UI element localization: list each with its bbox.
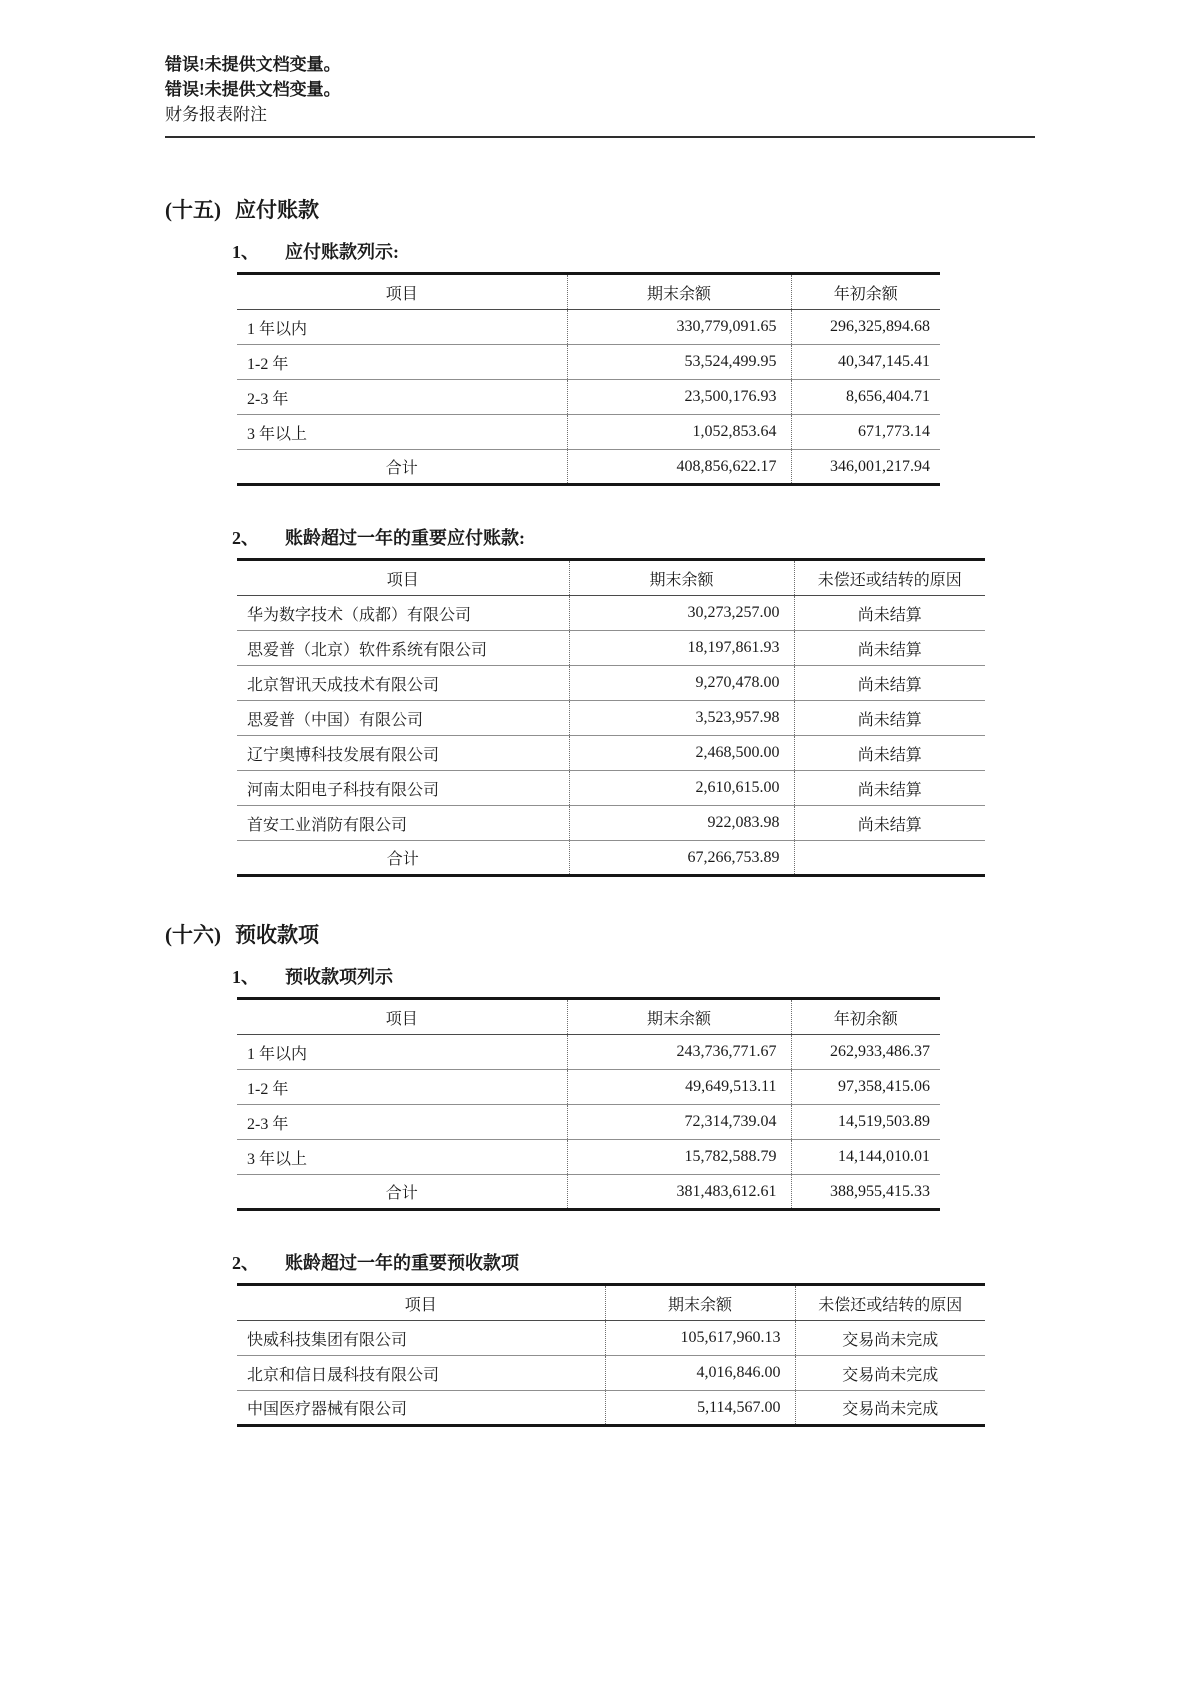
table-cell: 尚未结算 bbox=[794, 596, 985, 631]
table-total-row bbox=[237, 841, 985, 876]
table-cell: 2,468,500.00 bbox=[569, 736, 794, 771]
table-cell: 4,016,846.00 bbox=[605, 1356, 795, 1391]
table-cell: 49,649,513.11 bbox=[567, 1070, 791, 1105]
table-cell: 尚未结算 bbox=[794, 666, 985, 701]
table-cell: 华为数字技术（成都）有限公司 bbox=[237, 596, 569, 631]
table-cell: 262,933,486.37 bbox=[791, 1035, 940, 1070]
table-total-cell: 合计 bbox=[386, 851, 419, 868]
header-error-line-2: 错误!未提供文档变量。 bbox=[165, 80, 341, 99]
table-header-cell: 项目 bbox=[237, 1285, 605, 1321]
payables-important-table bbox=[237, 558, 985, 877]
table-row bbox=[237, 701, 985, 736]
table-cell: 105,617,960.13 bbox=[605, 1321, 795, 1356]
table-cell: 1 年以内 bbox=[237, 1035, 567, 1070]
table-header-cell: 年初余额 bbox=[791, 999, 940, 1035]
subsection-number: 1、 bbox=[232, 967, 259, 987]
table-total-cell: 67,266,753.89 bbox=[569, 841, 794, 876]
table-cell: 30,273,257.00 bbox=[569, 596, 794, 631]
table-row bbox=[237, 806, 985, 841]
table-header-cell: 项目 bbox=[237, 560, 569, 596]
section-heading-advances-received bbox=[165, 921, 1035, 949]
table-row bbox=[237, 1105, 940, 1140]
table-total-cell: 388,955,415.33 bbox=[791, 1175, 940, 1210]
advances-important-table bbox=[237, 1283, 985, 1427]
subsection-number: 2、 bbox=[232, 1253, 259, 1273]
table-header-cell: 未偿还或结转的原因 bbox=[794, 560, 985, 596]
table-header-cell: 期末余额 bbox=[567, 274, 791, 310]
table-total-cell: 408,856,622.17 bbox=[567, 450, 791, 485]
table-cell: 23,500,176.93 bbox=[567, 380, 791, 415]
table-cell: 3 年以上 bbox=[237, 415, 567, 450]
table-cell: 快威科技集团有限公司 bbox=[237, 1321, 605, 1356]
subsection-title: 账龄超过一年的重要预收款项 bbox=[285, 1253, 519, 1273]
table-header-cell: 年初余额 bbox=[791, 274, 940, 310]
table-cell: 交易尚未完成 bbox=[795, 1356, 985, 1391]
table-row bbox=[237, 1035, 940, 1070]
table-row bbox=[237, 1070, 940, 1105]
table-cell: 2,610,615.00 bbox=[569, 771, 794, 806]
table-cell: 922,083.98 bbox=[569, 806, 794, 841]
table-total-cell: 346,001,217.94 bbox=[791, 450, 940, 485]
table-row bbox=[237, 596, 985, 631]
section-title: 预收款项 bbox=[235, 923, 319, 947]
table-cell: 72,314,739.04 bbox=[567, 1105, 791, 1140]
table-cell: 97,358,415.06 bbox=[791, 1070, 940, 1105]
table-cell: 53,524,499.95 bbox=[567, 345, 791, 380]
table-cell: 交易尚未完成 bbox=[795, 1321, 985, 1356]
header-error-line-1: 错误!未提供文档变量。 bbox=[165, 55, 341, 74]
table-header-cell: 项目 bbox=[237, 999, 567, 1035]
table-row bbox=[237, 736, 985, 771]
table-row bbox=[237, 771, 985, 806]
section-number: (十五) bbox=[165, 198, 221, 222]
table-cell: 5,114,567.00 bbox=[605, 1391, 795, 1426]
table-cell: 首安工业消防有限公司 bbox=[237, 806, 569, 841]
table-cell: 14,144,010.01 bbox=[791, 1140, 940, 1175]
table-cell: 尚未结算 bbox=[794, 701, 985, 736]
table-header-cell: 期末余额 bbox=[569, 560, 794, 596]
table-row bbox=[237, 310, 940, 345]
table-header-row bbox=[237, 560, 985, 596]
table-cell: 河南太阳电子科技有限公司 bbox=[237, 771, 569, 806]
table-cell: 1 年以内 bbox=[237, 310, 567, 345]
table-total-row bbox=[237, 450, 940, 485]
table-cell: 330,779,091.65 bbox=[567, 310, 791, 345]
table-row bbox=[237, 666, 985, 701]
table-cell: 思爱普（北京）软件系统有限公司 bbox=[237, 631, 569, 666]
table-row bbox=[237, 1391, 985, 1426]
table-cell: 尚未结算 bbox=[794, 771, 985, 806]
header-divider bbox=[165, 136, 1035, 138]
table-row bbox=[237, 380, 940, 415]
header-doc-title: 财务报表附注 bbox=[165, 105, 267, 124]
section-advances-received bbox=[165, 921, 1035, 1427]
table-cell: 1-2 年 bbox=[237, 345, 567, 380]
table-cell: 18,197,861.93 bbox=[569, 631, 794, 666]
subsection-title: 应付账款列示: bbox=[285, 242, 399, 262]
table-total-cell bbox=[794, 841, 985, 876]
table-cell: 北京和信日晟科技有限公司 bbox=[237, 1356, 605, 1391]
table-cell: 思爱普（中国）有限公司 bbox=[237, 701, 569, 736]
table-total-cell: 381,483,612.61 bbox=[567, 1175, 791, 1210]
subsection-heading-advances-aging bbox=[232, 965, 1035, 990]
table-cell: 1,052,853.64 bbox=[567, 415, 791, 450]
table-header-row bbox=[237, 1285, 985, 1321]
table-cell: 296,325,894.68 bbox=[791, 310, 940, 345]
table-header-cell: 期末余额 bbox=[567, 999, 791, 1035]
table-total-cell: 合计 bbox=[385, 460, 418, 477]
table-cell: 交易尚未完成 bbox=[795, 1391, 985, 1426]
table-cell: 北京智讯天成技术有限公司 bbox=[237, 666, 569, 701]
table-cell: 3 年以上 bbox=[237, 1140, 567, 1175]
table-cell: 9,270,478.00 bbox=[569, 666, 794, 701]
document-header bbox=[165, 52, 1035, 138]
subsection-title: 预收款项列示 bbox=[285, 967, 393, 987]
table-cell: 3,523,957.98 bbox=[569, 701, 794, 736]
table-header-row bbox=[237, 274, 940, 310]
table-cell: 尚未结算 bbox=[794, 736, 985, 771]
table-row bbox=[237, 1140, 940, 1175]
advances-aging-table bbox=[237, 997, 940, 1211]
table-cell: 14,519,503.89 bbox=[791, 1105, 940, 1140]
subsection-heading-payables-important bbox=[232, 526, 1035, 551]
table-header-cell: 项目 bbox=[237, 274, 567, 310]
table-row bbox=[237, 1321, 985, 1356]
table-cell: 40,347,145.41 bbox=[791, 345, 940, 380]
section-number: (十六) bbox=[165, 923, 221, 947]
table-header-row bbox=[237, 999, 940, 1035]
table-cell: 尚未结算 bbox=[794, 806, 985, 841]
subsection-number: 2、 bbox=[232, 528, 259, 548]
table-row bbox=[237, 1356, 985, 1391]
subsection-heading-payables-aging bbox=[232, 240, 1035, 265]
table-header-cell: 期末余额 bbox=[605, 1285, 795, 1321]
subsection-number: 1、 bbox=[232, 242, 259, 262]
table-cell: 1-2 年 bbox=[237, 1070, 567, 1105]
subsection-heading-advances-important bbox=[232, 1251, 1035, 1276]
table-cell: 尚未结算 bbox=[794, 631, 985, 666]
table-cell: 2-3 年 bbox=[237, 380, 567, 415]
table-cell: 中国医疗器械有限公司 bbox=[247, 1401, 408, 1418]
section-heading-accounts-payable bbox=[165, 196, 1035, 224]
payables-aging-table bbox=[237, 272, 940, 486]
table-cell: 8,656,404.71 bbox=[791, 380, 940, 415]
subsection-title: 账龄超过一年的重要应付账款: bbox=[285, 528, 525, 548]
table-cell: 243,736,771.67 bbox=[567, 1035, 791, 1070]
table-cell: 辽宁奥博科技发展有限公司 bbox=[237, 736, 569, 771]
table-header-cell: 未偿还或结转的原因 bbox=[795, 1285, 985, 1321]
table-total-cell: 合计 bbox=[385, 1185, 418, 1202]
table-cell: 15,782,588.79 bbox=[567, 1140, 791, 1175]
section-accounts-payable bbox=[165, 196, 1035, 877]
table-total-row bbox=[237, 1175, 940, 1210]
table-cell: 671,773.14 bbox=[791, 415, 940, 450]
section-title: 应付账款 bbox=[235, 198, 319, 222]
table-row bbox=[237, 631, 985, 666]
table-row bbox=[237, 345, 940, 380]
table-cell: 2-3 年 bbox=[237, 1105, 567, 1140]
table-row bbox=[237, 415, 940, 450]
